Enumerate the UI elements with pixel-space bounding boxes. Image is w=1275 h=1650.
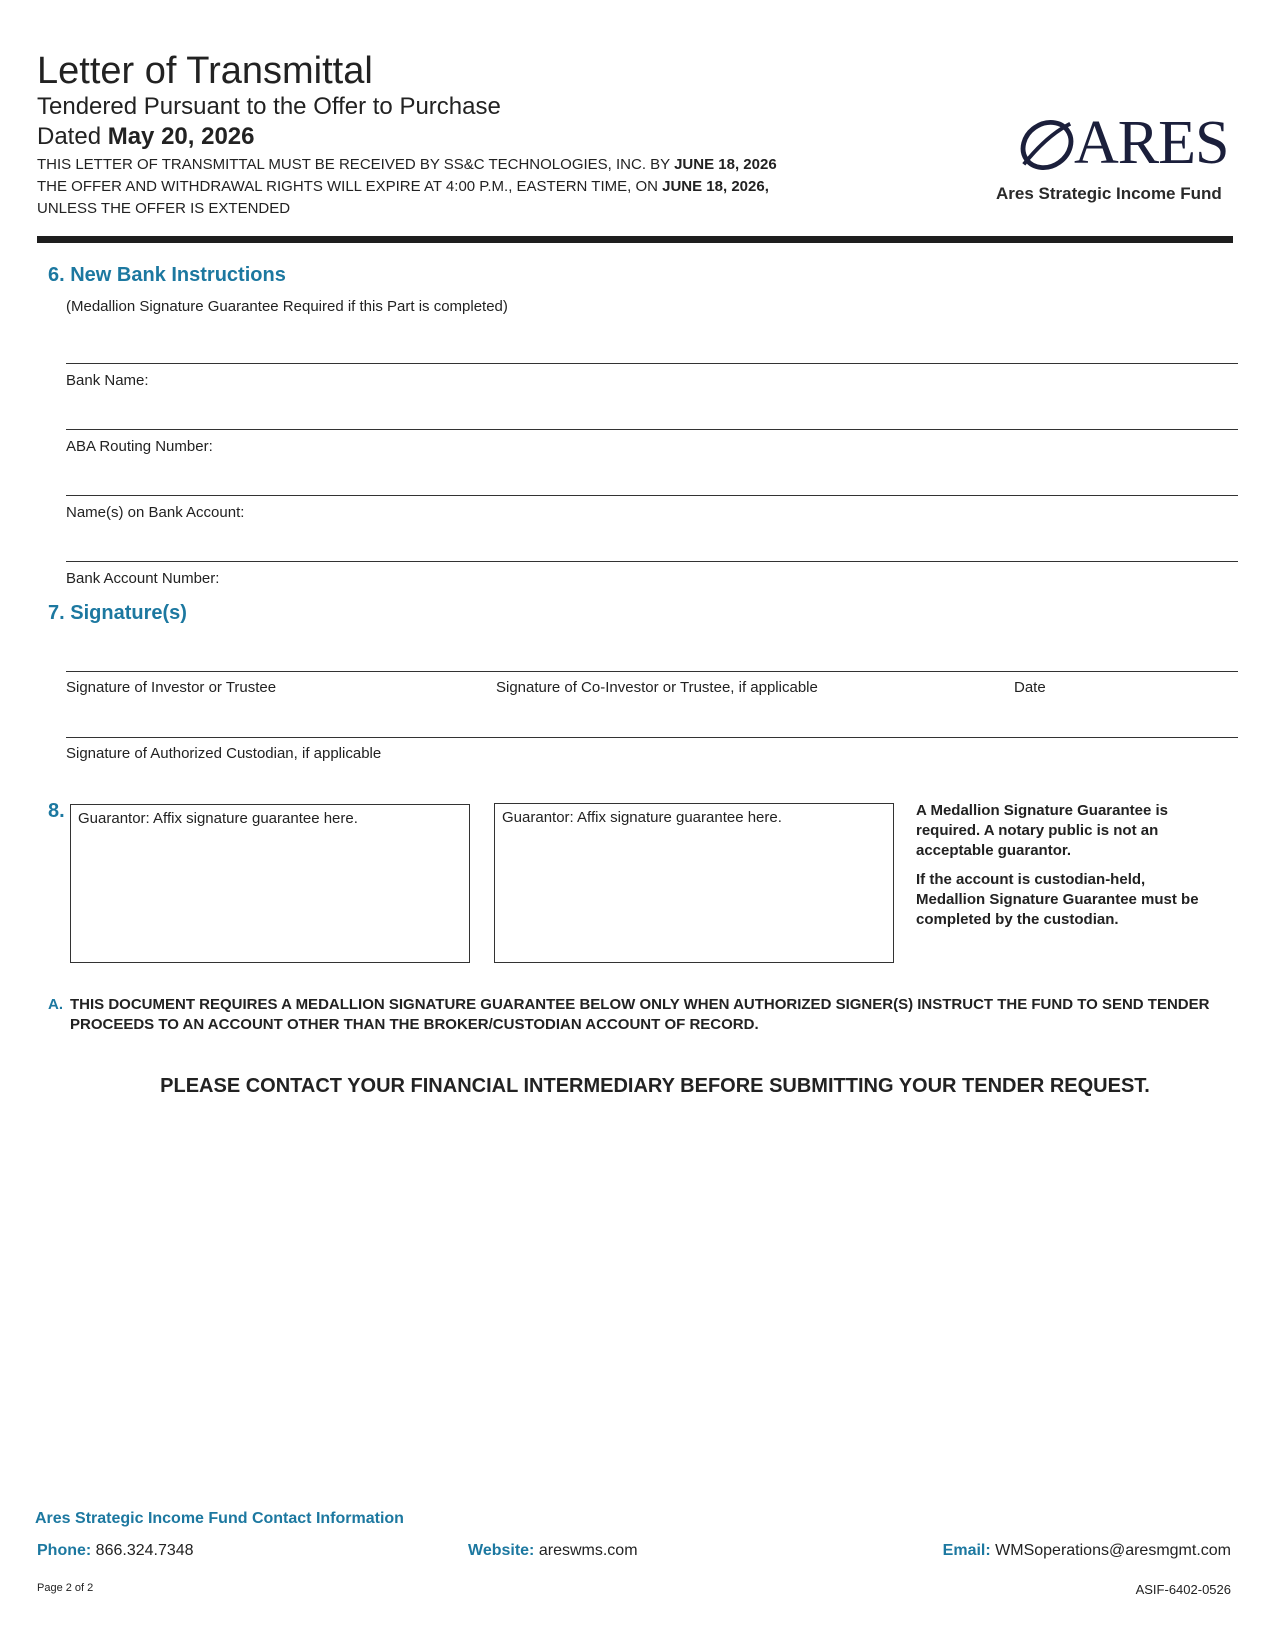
aba-routing-label: ABA Routing Number: xyxy=(66,438,213,455)
phone-value: 866.324.7348 xyxy=(95,1542,194,1559)
dated-prefix: Dated xyxy=(37,123,102,150)
account-number-label: Bank Account Number: xyxy=(66,570,220,587)
guarantee-box-1-label: Guarantor: Affix signature guarantee here. xyxy=(78,810,358,827)
notice-line1-date: JUNE 18, 2026 xyxy=(674,156,777,173)
aba-routing-field[interactable] xyxy=(66,429,1238,455)
document-date xyxy=(37,122,777,152)
ares-globe-icon xyxy=(1018,116,1076,174)
dated-value: May 20, 2026 xyxy=(107,123,255,150)
account-names-field[interactable] xyxy=(66,495,1238,521)
document-subtitle: Tendered Pursuant to the Offer to Purchase xyxy=(37,93,501,120)
document-header xyxy=(37,50,777,220)
notice-line2-text: THE OFFER AND WITHDRAWAL RIGHTS WILL EXPIRE AT 4:00 P.M., EASTERN TIME, ON xyxy=(37,178,658,195)
deadline-notice xyxy=(37,154,777,220)
co-investor-signature-label: Signature of Co-Investor or Trustee, if applicable xyxy=(496,679,818,696)
guarantee-box-1[interactable] xyxy=(70,804,470,963)
custodian-signature-label: Signature of Authorized Custodian, if applicable xyxy=(66,745,382,762)
logo-wordmark: ARES xyxy=(1074,109,1229,177)
account-names-line xyxy=(66,495,1238,496)
note-a-letter: A. xyxy=(48,996,63,1013)
account-names-label: Name(s) on Bank Account: xyxy=(66,504,245,521)
form-id: ASIF-6402-0526 xyxy=(1135,1582,1231,1597)
signature-line-1 xyxy=(66,671,1238,672)
footer-title: Ares Strategic Income Fund Contact Information xyxy=(35,1510,404,1527)
notice-line1-text: THIS LETTER OF TRANSMITTAL MUST BE RECEIVED BY SS&C TECHNOLOGIES, INC. BY xyxy=(37,156,670,173)
website-label: Website: xyxy=(468,1542,535,1559)
email-label: Email: xyxy=(942,1542,991,1559)
investor-signature-label: Signature of Investor or Trustee xyxy=(66,679,277,696)
note-a-text: THIS DOCUMENT REQUIRES A MEDALLION SIGNATURE GUARANTEE BELOW ONLY WHEN AUTHORIZED SIGNER(S) INSTRUCT THE FUND TO SEND TENDER PROCEEDS TO AN ACCOUNT OTHER THAN THE BROKER/CUSTODIAN ACCOUNT OF RECORD. xyxy=(70,996,1210,1033)
header-divider xyxy=(37,236,1233,243)
section7-heading: 7. Signature(s) xyxy=(48,602,187,624)
guarantee-box-2[interactable] xyxy=(494,803,894,963)
contact-intermediary-banner: PLEASE CONTACT YOUR FINANCIAL INTERMEDIARY BEFORE SUBMITTING YOUR TENDER REQUEST. xyxy=(160,1075,1150,1097)
guarantee-box-2-label: Guarantor: Affix signature guarantee here. xyxy=(502,809,782,826)
date-label: Date xyxy=(1014,679,1046,696)
guarantee-note-1: A Medallion Signature Guarantee is required. A notary public is not an acceptable guarantor. xyxy=(916,802,1168,859)
phone-label: Phone: xyxy=(37,1542,92,1559)
signature-line-2 xyxy=(66,737,1238,738)
section8-number: 8. xyxy=(48,800,65,822)
footer-email xyxy=(943,1542,1231,1560)
bank-name-field[interactable] xyxy=(66,363,1238,389)
signature-row-1[interactable] xyxy=(66,671,1238,696)
footer-website xyxy=(468,1542,638,1560)
footer-phone xyxy=(37,1542,194,1560)
aba-routing-line xyxy=(66,429,1238,430)
signature-row-2[interactable] xyxy=(66,737,1238,762)
guarantee-note-2: If the account is custodian-held, Medallion Signature Guarantee must be completed by the custodian. xyxy=(916,871,1199,928)
section6-heading: 6. New Bank Instructions xyxy=(48,264,286,286)
account-number-line xyxy=(66,561,1238,562)
notice-line2-date: JUNE 18, 2026, xyxy=(662,178,769,195)
bank-name-line xyxy=(66,363,1238,364)
ares-logo xyxy=(996,110,1246,210)
notice-line3-text: UNLESS THE OFFER IS EXTENDED xyxy=(37,200,291,217)
document-title: Letter of Transmittal xyxy=(37,50,373,92)
email-value[interactable]: WMSoperations@aresmgmt.com xyxy=(995,1542,1231,1559)
account-number-field[interactable] xyxy=(66,561,1238,587)
logo-fund-name: Ares Strategic Income Fund xyxy=(996,184,1222,203)
section6-note: (Medallion Signature Guarantee Required if this Part is completed) xyxy=(66,298,508,315)
bank-name-label: Bank Name: xyxy=(66,372,149,389)
website-value[interactable]: areswms.com xyxy=(538,1542,638,1559)
note-a xyxy=(48,995,1238,1035)
page-number: Page 2 of 2 xyxy=(37,1582,94,1594)
